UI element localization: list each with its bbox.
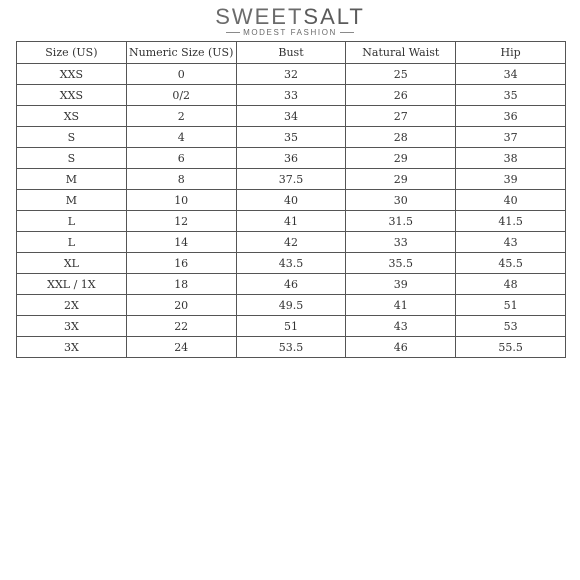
cell-hip: 55.5 — [456, 337, 566, 358]
cell-hip: 51 — [456, 295, 566, 316]
cell-size-us: 3X — [17, 337, 127, 358]
table-row — [17, 169, 566, 190]
table-row — [17, 148, 566, 169]
table-header-row — [17, 42, 566, 64]
cell-hip: 53 — [456, 316, 566, 337]
cell-numeric-size: 22 — [126, 316, 236, 337]
cell-natural-waist: 27 — [346, 106, 456, 127]
cell-hip: 38 — [456, 148, 566, 169]
table-row — [17, 232, 566, 253]
cell-natural-waist: 41 — [346, 295, 456, 316]
brand-tagline: MODEST FASHION — [243, 28, 337, 37]
cell-hip: 48 — [456, 274, 566, 295]
table-row — [17, 253, 566, 274]
cell-numeric-size: 4 — [126, 127, 236, 148]
table-row — [17, 295, 566, 316]
cell-numeric-size: 8 — [126, 169, 236, 190]
cell-numeric-size: 24 — [126, 337, 236, 358]
cell-natural-waist: 39 — [346, 274, 456, 295]
cell-numeric-size: 0/2 — [126, 85, 236, 106]
tagline-divider-left — [226, 32, 240, 33]
cell-bust: 33 — [236, 85, 346, 106]
cell-numeric-size: 6 — [126, 148, 236, 169]
cell-size-us: S — [17, 127, 127, 148]
cell-hip: 41.5 — [456, 211, 566, 232]
table-row — [17, 337, 566, 358]
table-row — [17, 316, 566, 337]
brand-logo — [0, 4, 580, 37]
cell-size-us: 3X — [17, 316, 127, 337]
table-body — [17, 64, 566, 358]
cell-natural-waist: 33 — [346, 232, 456, 253]
cell-bust: 40 — [236, 190, 346, 211]
cell-bust: 51 — [236, 316, 346, 337]
cell-natural-waist: 26 — [346, 85, 456, 106]
cell-size-us: XXL / 1X — [17, 274, 127, 295]
cell-hip: 36 — [456, 106, 566, 127]
cell-numeric-size: 14 — [126, 232, 236, 253]
cell-size-us: L — [17, 232, 127, 253]
cell-numeric-size: 0 — [126, 64, 236, 85]
brand-name-part1: SWEET — [215, 4, 304, 29]
cell-size-us: XXS — [17, 64, 127, 85]
header-size-us: Size (US) — [17, 42, 127, 64]
cell-bust: 36 — [236, 148, 346, 169]
cell-natural-waist: 43 — [346, 316, 456, 337]
cell-numeric-size: 2 — [126, 106, 236, 127]
cell-natural-waist: 25 — [346, 64, 456, 85]
cell-numeric-size: 10 — [126, 190, 236, 211]
cell-natural-waist: 29 — [346, 148, 456, 169]
cell-hip: 35 — [456, 85, 566, 106]
cell-size-us: S — [17, 148, 127, 169]
brand-name — [0, 4, 580, 30]
table-row — [17, 106, 566, 127]
cell-size-us: 2X — [17, 295, 127, 316]
cell-hip: 37 — [456, 127, 566, 148]
table-row — [17, 85, 566, 106]
cell-hip: 34 — [456, 64, 566, 85]
cell-natural-waist: 31.5 — [346, 211, 456, 232]
cell-size-us: XXS — [17, 85, 127, 106]
cell-bust: 34 — [236, 106, 346, 127]
cell-hip: 43 — [456, 232, 566, 253]
cell-numeric-size: 18 — [126, 274, 236, 295]
cell-hip: 40 — [456, 190, 566, 211]
header-bust: Bust — [236, 42, 346, 64]
table-row — [17, 190, 566, 211]
table-row — [17, 127, 566, 148]
cell-bust: 41 — [236, 211, 346, 232]
cell-hip: 39 — [456, 169, 566, 190]
table-row — [17, 64, 566, 85]
cell-hip: 45.5 — [456, 253, 566, 274]
header-natural-waist: Natural Waist — [346, 42, 456, 64]
tagline-divider-right — [340, 32, 354, 33]
header-numeric-size: Numeric Size (US) — [126, 42, 236, 64]
cell-size-us: M — [17, 190, 127, 211]
size-chart-table — [16, 41, 566, 358]
cell-natural-waist: 29 — [346, 169, 456, 190]
table-row — [17, 211, 566, 232]
cell-numeric-size: 12 — [126, 211, 236, 232]
brand-name-part2: SALT — [303, 4, 365, 29]
header-hip: Hip — [456, 42, 566, 64]
cell-natural-waist: 35.5 — [346, 253, 456, 274]
cell-bust: 37.5 — [236, 169, 346, 190]
cell-numeric-size: 16 — [126, 253, 236, 274]
cell-bust: 32 — [236, 64, 346, 85]
cell-bust: 53.5 — [236, 337, 346, 358]
cell-bust: 42 — [236, 232, 346, 253]
cell-natural-waist: 28 — [346, 127, 456, 148]
cell-numeric-size: 20 — [126, 295, 236, 316]
cell-bust: 43.5 — [236, 253, 346, 274]
cell-natural-waist: 30 — [346, 190, 456, 211]
cell-size-us: L — [17, 211, 127, 232]
cell-size-us: XL — [17, 253, 127, 274]
table-row — [17, 274, 566, 295]
brand-tagline-wrap — [0, 28, 580, 37]
cell-size-us: M — [17, 169, 127, 190]
cell-natural-waist: 46 — [346, 337, 456, 358]
cell-bust: 49.5 — [236, 295, 346, 316]
cell-size-us: XS — [17, 106, 127, 127]
cell-bust: 46 — [236, 274, 346, 295]
cell-bust: 35 — [236, 127, 346, 148]
